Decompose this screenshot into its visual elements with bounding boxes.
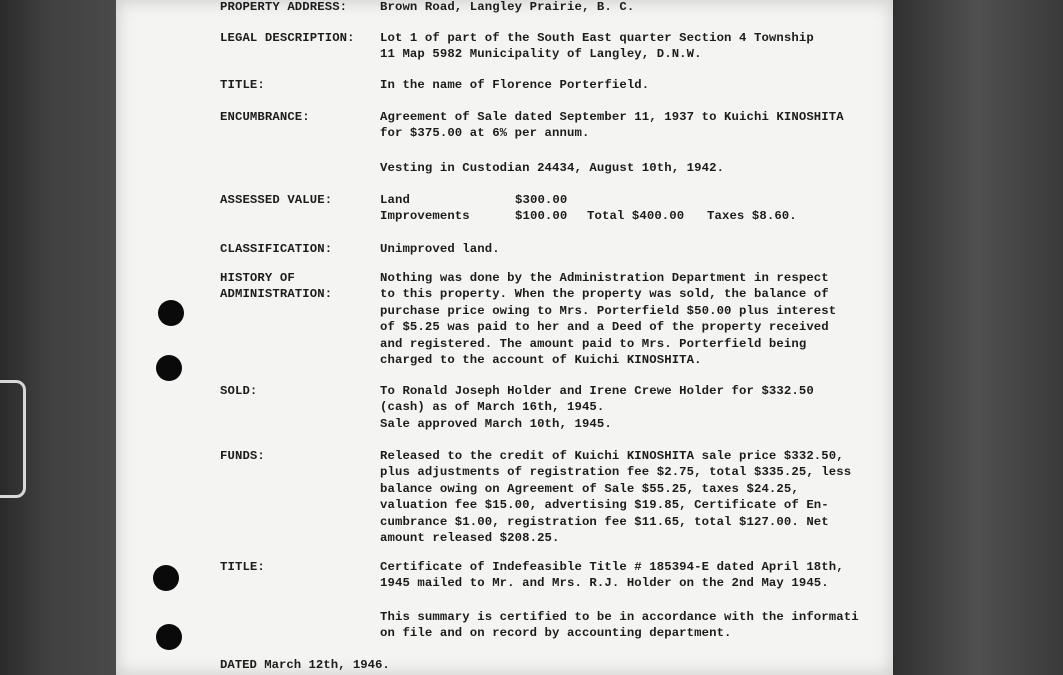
title2-text: Certificate of Indefeasible Title # 185394-E dated April 18th, 1945 mailed to Mr. and Mrs. R.J. Holder on the 2nd May 1945. [380,560,844,591]
assessed-taxes: Taxes $8.60. [707,209,797,224]
assessed-value-label: ASSESSED VALUE: [220,193,333,207]
scan-background-right [893,0,1063,675]
vesting-text: Vesting in Custodian 24434, August 10th, 1942. [380,161,725,175]
sold-text: To Ronald Joseph Holder and Irene Crewe Holder for $332.50 (cash) as of March 16th, 1945. Sale approved March 10th, 1945. [380,384,814,431]
encumbrance-label: ENCUMBRANCE: [220,110,310,124]
classification-label: CLASSIFICATION: [220,242,333,256]
document-page [116,0,893,675]
binder-clip [0,380,26,498]
title-text: In the name of Florence Porterfield. [380,78,650,92]
improvements-value: $100.00 [515,209,568,224]
classification-text: Unimproved land. [380,242,500,256]
punch-hole [156,624,182,650]
punch-hole [158,300,184,326]
title-label: TITLE: [220,78,265,92]
title2-label: TITLE: [220,560,265,574]
assessed-total: Total $400.00 [587,209,685,224]
punch-hole [156,355,182,381]
property-address-label: PROPERTY ADDRESS: [220,0,348,14]
land-label: Land [380,193,410,207]
punch-hole [153,565,179,591]
land-value: $300.00 [515,193,568,207]
funds-text: Released to the credit of Kuichi KINOSHITA sale price $332.50, plus adjustments of registration fee $2.75, total $335.25, less balance owing on Agreement of Sale $55.25, taxes $24.25, valuation fee $15.00, advertising $19.85, Certificate of En- cumbrance $1.00, registration fee $11.65, total $127.00. Net amount released $208.25. [380,449,852,546]
history-text: Nothing was done by the Administration Department in respect to this property. When the property was sold, the balance of purchase price owing to Mrs. Porterfield $50.00 plus interest of $5.25 was paid to her and a Deed of the property received and registered. The amount paid to Mrs. Porterfield being charged to the account of Kuichi KINOSHITA. [380,271,837,368]
legal-description-text: Lot 1 of part of the South East quarter Section 4 Township 11 Map 5982 Municipality of Langley, D.N.W. [380,31,814,62]
encumbrance-text: Agreement of Sale dated September 11, 1937 to Kuichi KINOSHITA for $375.00 at 6% per annum. [380,110,844,141]
legal-description-label: LEGAL DESCRIPTION: [220,31,355,45]
scan-background-left [0,0,118,675]
certification-text: This summary is certified to be in accordance with the informati on file and on record by accounting department. [380,610,859,641]
dated-line: DATED March 12th, 1946. [220,658,390,672]
property-address-text: Brown Road, Langley Prairie, B. C. [380,0,635,14]
history-label: HISTORY OF ADMINISTRATION: [220,271,333,302]
sold-label: SOLD: [220,384,258,398]
improvements-label: Improvements [380,209,470,224]
funds-label: FUNDS: [220,449,265,463]
